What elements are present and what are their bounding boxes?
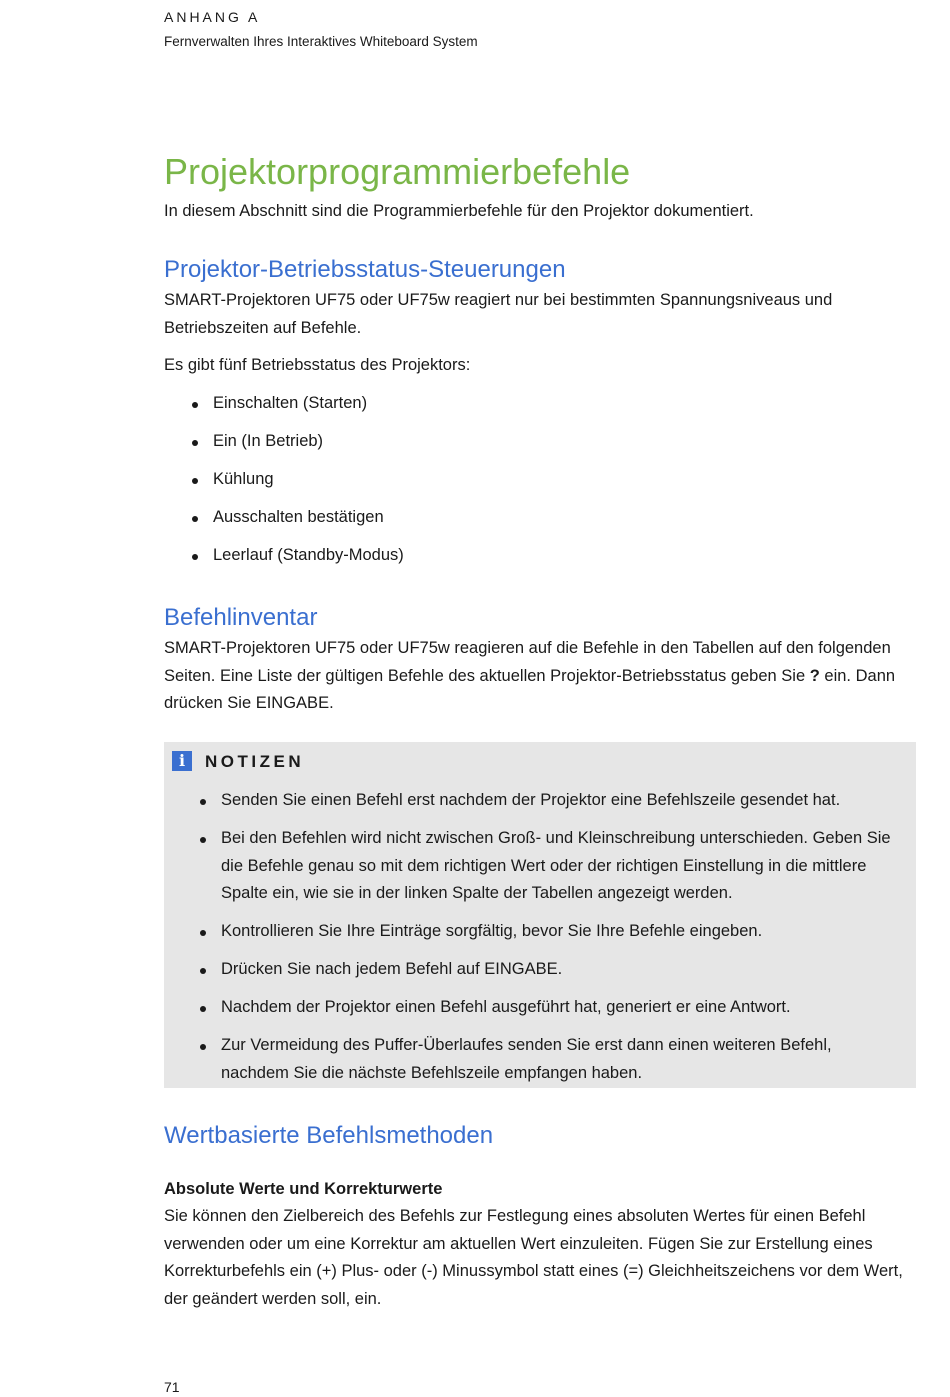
list-item (164, 466, 404, 504)
page-number: 71 (164, 1379, 180, 1395)
bullet-icon (192, 402, 198, 408)
list-item (164, 542, 404, 580)
list-item (164, 428, 404, 466)
bullet-icon (200, 1044, 206, 1050)
notes-title: NOTIZEN (205, 752, 305, 771)
value-paragraph: Sie können den Zielbereich des Befehls zur Festlegung eines absoluten Wertes für einen Befehl verwenden oder um eine Korrektur am aktuellen Wert einzuleiten. Fügen Sie zur Erstellung eines Korrekturbefehls ein (+) Plus- oder (-) Minussymbol statt eines (=) Gleichheitszeichens vor dem Wert, der geändert werden soll, ein. (164, 1207, 903, 1308)
bullet-icon (200, 968, 206, 974)
list-item-text: Ein (In Betrieb) (213, 432, 324, 450)
note-text: Bei den Befehlen wird nicht zwischen Groß- und Kleinschreibung unterschieden. Geben Sie die Befehle genau so mit dem richtigen Wert oder der richtigen Einstellung in die mittlere Spalte ein, wie sie in der linken Spalte der Tabellen angezeigt werden. (221, 829, 891, 902)
list-item (164, 956, 916, 984)
bullet-icon (192, 554, 198, 560)
appendix-label: ANHANG A (164, 9, 261, 25)
inventory-paragraph (164, 635, 916, 718)
notes-box (164, 742, 916, 1088)
heading-command-inventory: Befehlinventar (164, 604, 318, 631)
status-list-intro: Es gibt fünf Betriebsstatus des Projektors: (164, 356, 471, 374)
note-text: Drücken Sie nach jedem Befehl auf EINGABE. (221, 960, 563, 978)
notes-list (164, 787, 916, 1098)
list-item (164, 825, 916, 908)
bullet-icon (200, 1006, 206, 1012)
note-text: Zur Vermeidung des Puffer-Überlaufes senden Sie erst dann einen weiteren Befehl, nachdem Sie die nächste Befehlszeile empfangen haben. (221, 1036, 832, 1082)
list-item (164, 994, 916, 1022)
list-item (164, 787, 916, 815)
list-item-text: Leerlauf (Standby-Modus) (213, 546, 404, 564)
inventory-command-symbol: ? (809, 666, 820, 685)
list-item-text: Kühlung (213, 470, 274, 488)
list-item-text: Einschalten (Starten) (213, 394, 368, 412)
running-header-title: Fernverwalten Ihres Interaktives Whiteboard System (164, 34, 478, 49)
status-list (164, 390, 404, 580)
bullet-icon (192, 516, 198, 522)
intro-paragraph: In diesem Abschnitt sind die Programmierbefehle für den Projektor dokumentiert. (164, 202, 754, 220)
list-item (164, 918, 916, 946)
note-text: Kontrollieren Sie Ihre Einträge sorgfältig, bevor Sie Ihre Befehle eingeben. (221, 922, 763, 940)
bullet-icon (200, 837, 206, 843)
inventory-text-2: ein. Dann drücken Sie EINGABE. (164, 666, 896, 712)
inventory-text-1: SMART-Projektoren UF75 oder UF75w reagieren auf die Befehle in den Tabellen auf den folgenden Seiten. Eine Liste der gültigen Befehle des aktuellen Projektor-Betriebsstatus geben Sie (164, 639, 891, 685)
info-icon: i (172, 751, 192, 771)
subheading-absolute-values: Absolute Werte und Korrekturwerte (164, 1180, 443, 1198)
bullet-icon (192, 478, 198, 484)
note-text: Nachdem der Projektor einen Befehl ausgeführt hat, generiert er eine Antwort. (221, 998, 791, 1016)
heading-value-methods: Wertbasierte Befehlsmethoden (164, 1122, 494, 1149)
bullet-icon (192, 440, 198, 446)
list-item (164, 504, 404, 542)
bullet-icon (200, 930, 206, 936)
bullet-icon (200, 799, 206, 805)
note-text: Senden Sie einen Befehl erst nachdem der Projektor eine Befehlszeile gesendet hat. (221, 791, 841, 809)
page-title: Projektorprogrammierbefehle (164, 151, 631, 192)
status-paragraph: SMART-Projektoren UF75 oder UF75w reagiert nur bei bestimmten Spannungsniveaus und Betriebszeiten auf Befehle. (164, 291, 833, 337)
list-item-text: Ausschalten bestätigen (213, 508, 384, 526)
list-item (164, 390, 404, 428)
list-item (164, 1032, 916, 1087)
heading-operating-status: Projektor-Betriebsstatus-Steuerungen (164, 256, 566, 283)
